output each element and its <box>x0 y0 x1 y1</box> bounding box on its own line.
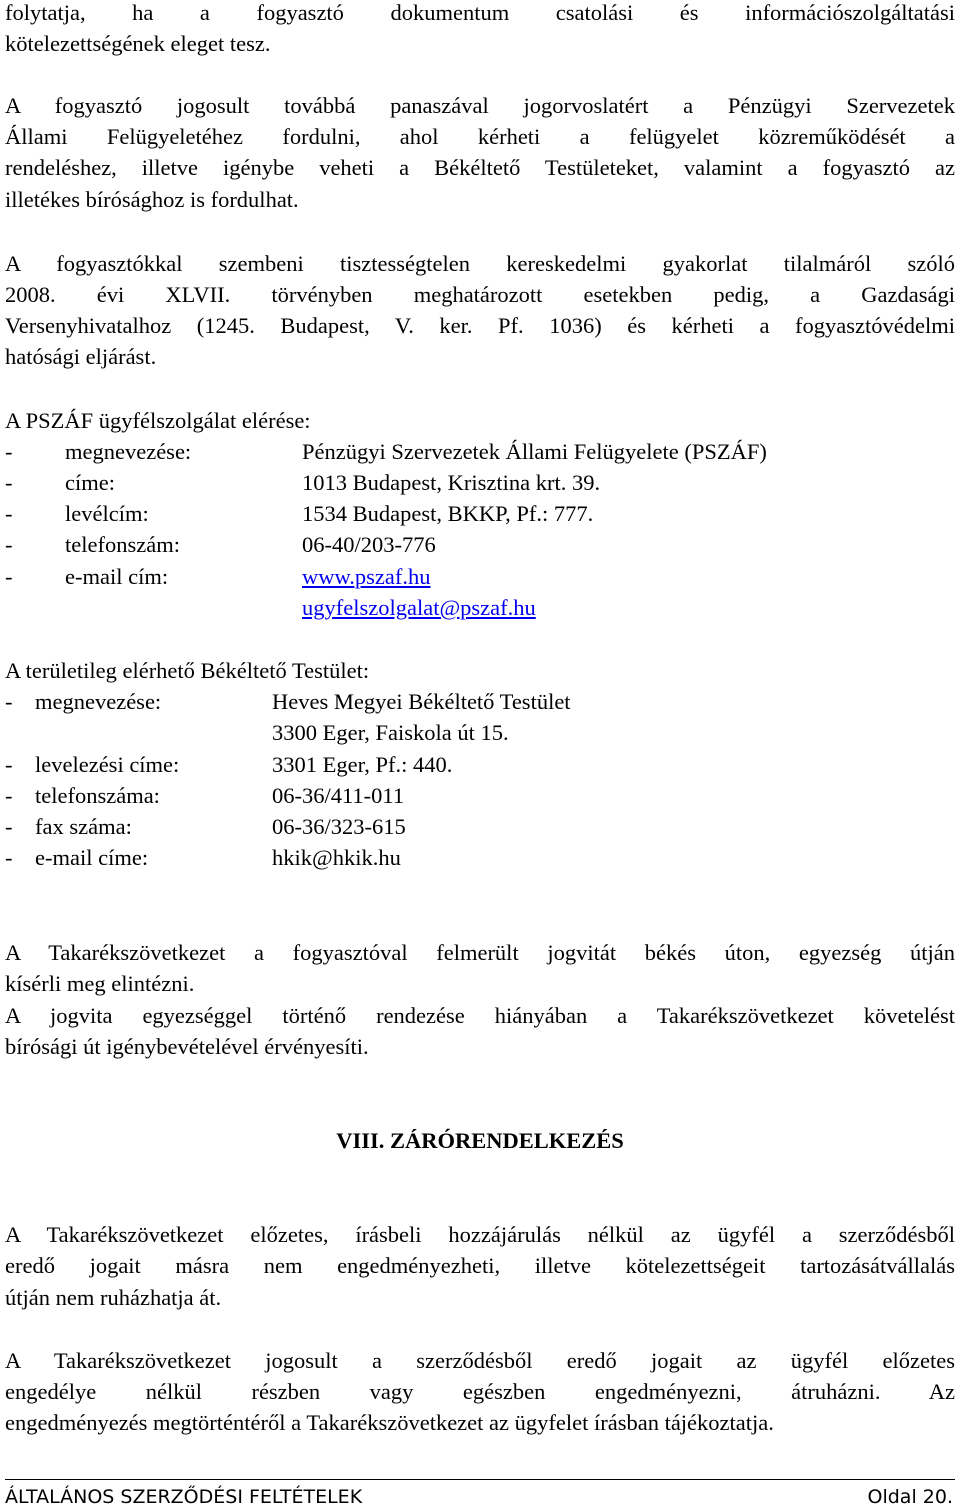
gvh-para-line-1: A fogyasztókkal szembeni tisztességtelen kereskedelmi gyakorlat tilalmáról szóló <box>5 251 955 276</box>
row-label: telefonszám: <box>65 532 180 557</box>
pszaf-website-link[interactable]: www.pszaf.hu <box>302 564 431 589</box>
pszaf-para-line-4: illetékes bírósághoz is fordulhat. <box>5 187 299 212</box>
list-dash: - <box>5 439 13 464</box>
row-label: címe: <box>65 470 115 495</box>
row-label: levélcím: <box>65 501 149 526</box>
bekelteto-contact-heading: A területileg elérhető Békéltető Testület: <box>5 658 370 683</box>
pszaf-para-line-1: A fogyasztó jogosult továbbá panaszával jogorvoslatért a Pénzügyi Szervezetek <box>5 93 955 118</box>
pszaf-contact-heading: A PSZÁF ügyfélszolgálat elérése: <box>5 408 311 433</box>
row-value: Heves Megyei Békéltető Testület <box>272 689 571 714</box>
closing2-line-3: engedményezés megtörténtéről a Takarékszövetkezet az ügyfelet írásban tájékoztatja. <box>5 1410 774 1435</box>
pszaf-email-link[interactable]: ugyfelszolgalat@pszaf.hu <box>302 595 536 620</box>
row-label: e-mail címe: <box>35 845 149 870</box>
list-dash: - <box>5 814 13 839</box>
row-value: 1534 Budapest, BKKP, Pf.: 777. <box>302 501 594 526</box>
row-value: 1013 Budapest, Krisztina krt. 39. <box>302 470 601 495</box>
row-label: fax száma: <box>35 814 132 839</box>
row-value: 3300 Eger, Faiskola út 15. <box>272 720 509 745</box>
row-value: 3301 Eger, Pf.: 440. <box>272 752 453 777</box>
list-dash: - <box>5 783 13 808</box>
row-label: levelezési címe: <box>35 752 180 777</box>
pszaf-para-line-3: rendeléshez, illetve igénybe veheti a Békéltető Testületeket, valamint a fogyasztó az <box>5 155 955 180</box>
pszaf-para-line-2: Állami Felügyeletéhez fordulni, ahol kérheti a felügyelet közreműködését a <box>5 124 955 149</box>
dispute-line-3: A jogvita egyezséggel történő rendezése hiányában a Takarékszövetkezet követelést <box>5 1003 955 1028</box>
footer-title: ÁLTALÁNOS SZERZŐDÉSI FELTÉTELEK <box>5 1486 363 1508</box>
closing1-line-2: eredő jogait másra nem engedményezheti, illetve kötelezettségeit tartozásátvállalás <box>5 1253 955 1278</box>
row-label: megnevezése: <box>65 439 192 464</box>
intro-line-2: kötelezettségének eleget tesz. <box>5 31 271 56</box>
row-value: 06-36/323-615 <box>272 814 406 839</box>
dispute-line-2: kísérli meg elintézni. <box>5 971 195 996</box>
section-heading: VIII. ZÁRÓRENDELKEZÉS <box>336 1128 624 1153</box>
dispute-line-4: bírósági út igénybevételével érvényesíti. <box>5 1034 369 1059</box>
list-dash: - <box>5 501 13 526</box>
row-value: Pénzügyi Szervezetek Állami Felügyelete (PSZÁF) <box>302 439 767 464</box>
footer-page-number: Oldal 20. <box>867 1486 953 1508</box>
closing1-line-1: A Takarékszövetkezet előzetes, írásbeli hozzájárulás nélkül az ügyfél a szerződésből <box>5 1222 955 1247</box>
closing1-line-3: útján nem ruházhatja át. <box>5 1285 222 1310</box>
list-dash: - <box>5 752 13 777</box>
intro-line-1: folytatja, ha a fogyasztó dokumentum csatolási és információszolgáltatási <box>5 0 955 25</box>
list-dash: - <box>5 845 13 870</box>
list-dash: - <box>5 564 13 589</box>
row-label: e-mail cím: <box>65 564 169 589</box>
gvh-para-line-2: 2008. évi XLVII. törvényben meghatározott esetekben pedig, a Gazdasági <box>5 282 955 307</box>
row-label: megnevezése: <box>35 689 162 714</box>
row-label: telefonszáma: <box>35 783 160 808</box>
footer-divider <box>5 1479 955 1480</box>
gvh-para-line-3: Versenyhivatalhoz (1245. Budapest, V. ker. Pf. 1036) és kérheti a fogyasztóvédelmi <box>5 313 955 338</box>
list-dash: - <box>5 470 13 495</box>
row-value: 06-40/203-776 <box>302 532 436 557</box>
list-dash: - <box>5 689 13 714</box>
gvh-para-line-4: hatósági eljárást. <box>5 344 157 369</box>
closing2-line-2: engedélye nélkül részben vagy egészben engedményezni, átruházni. Az <box>5 1379 955 1404</box>
row-value: hkik@hkik.hu <box>272 845 401 870</box>
row-value: 06-36/411-011 <box>272 783 405 808</box>
list-dash: - <box>5 532 13 557</box>
dispute-line-1: A Takarékszövetkezet a fogyasztóval felmerült jogvitát békés úton, egyezség útján <box>5 940 955 965</box>
closing2-line-1: A Takarékszövetkezet jogosult a szerződésből eredő jogait az ügyfél előzetes <box>5 1348 955 1373</box>
